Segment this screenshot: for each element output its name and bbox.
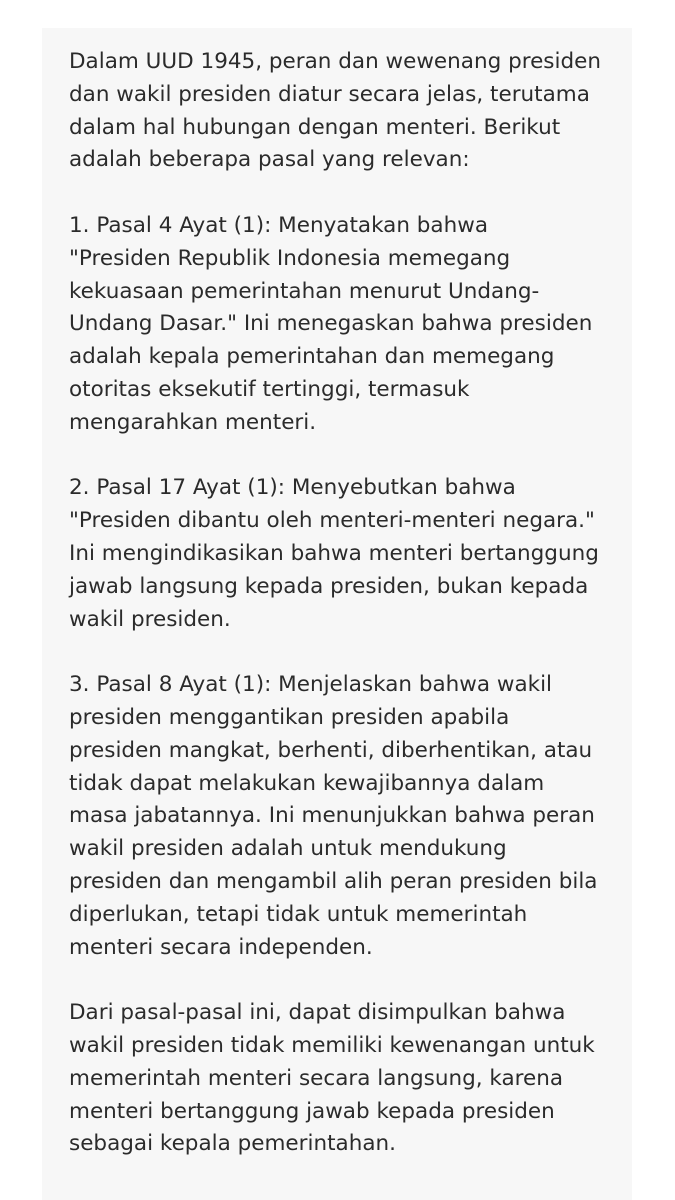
pasal-4-paragraph: 1. Pasal 4 Ayat (1): Menyatakan bahwa "Presiden Republik Indonesia memegang kekuasaan pemerintahan menurut Undang- Undang Dasar." Ini menegaskan bahwa presiden adalah kepala pemerintahan dan memegang otoritas eksekutif tertinggi, termasuk mengarahkan menteri. [69,212,593,435]
pasal-17-paragraph: 2. Pasal 17 Ayat (1): Menyebutkan bahwa "Presiden dibantu oleh menteri-menteri negara." Ini mengindikasikan bahwa menteri bertanggung jawab langsung kepada presiden, bukan kepada wakil presiden. [69,475,599,632]
pasal-8-paragraph: 3. Pasal 8 Ayat (1): Menjelaskan bahwa wakil presiden menggantikan presiden apabila presiden mangkat, berhenti, diberhentikan, atau tidak dapat melakukan kewajibannya dalam masa jabatannya. Ini menunjukkan bahwa peran wakil presiden adalah untuk mendukung presiden dan mengambil alih peran presiden bila diperlukan, tetapi tidak untuk memerintah menteri secara independen. [69,672,598,960]
intro-paragraph: Dalam UUD 1945, peran dan wewenang presiden dan wakil presiden diatur secara jelas, terutama dalam hal hubungan dengan menteri. Berikut adalah beberapa pasal yang relevan: [69,49,601,173]
conclusion-paragraph: Dari pasal-pasal ini, dapat disimpulkan bahwa wakil presiden tidak memiliki kewenangan untuk memerintah menteri secara langsung, karena menteri bertanggung jawab kepada presiden sebagai kepala pemerintahan. [69,1000,595,1157]
message-bubble [42,28,632,1200]
